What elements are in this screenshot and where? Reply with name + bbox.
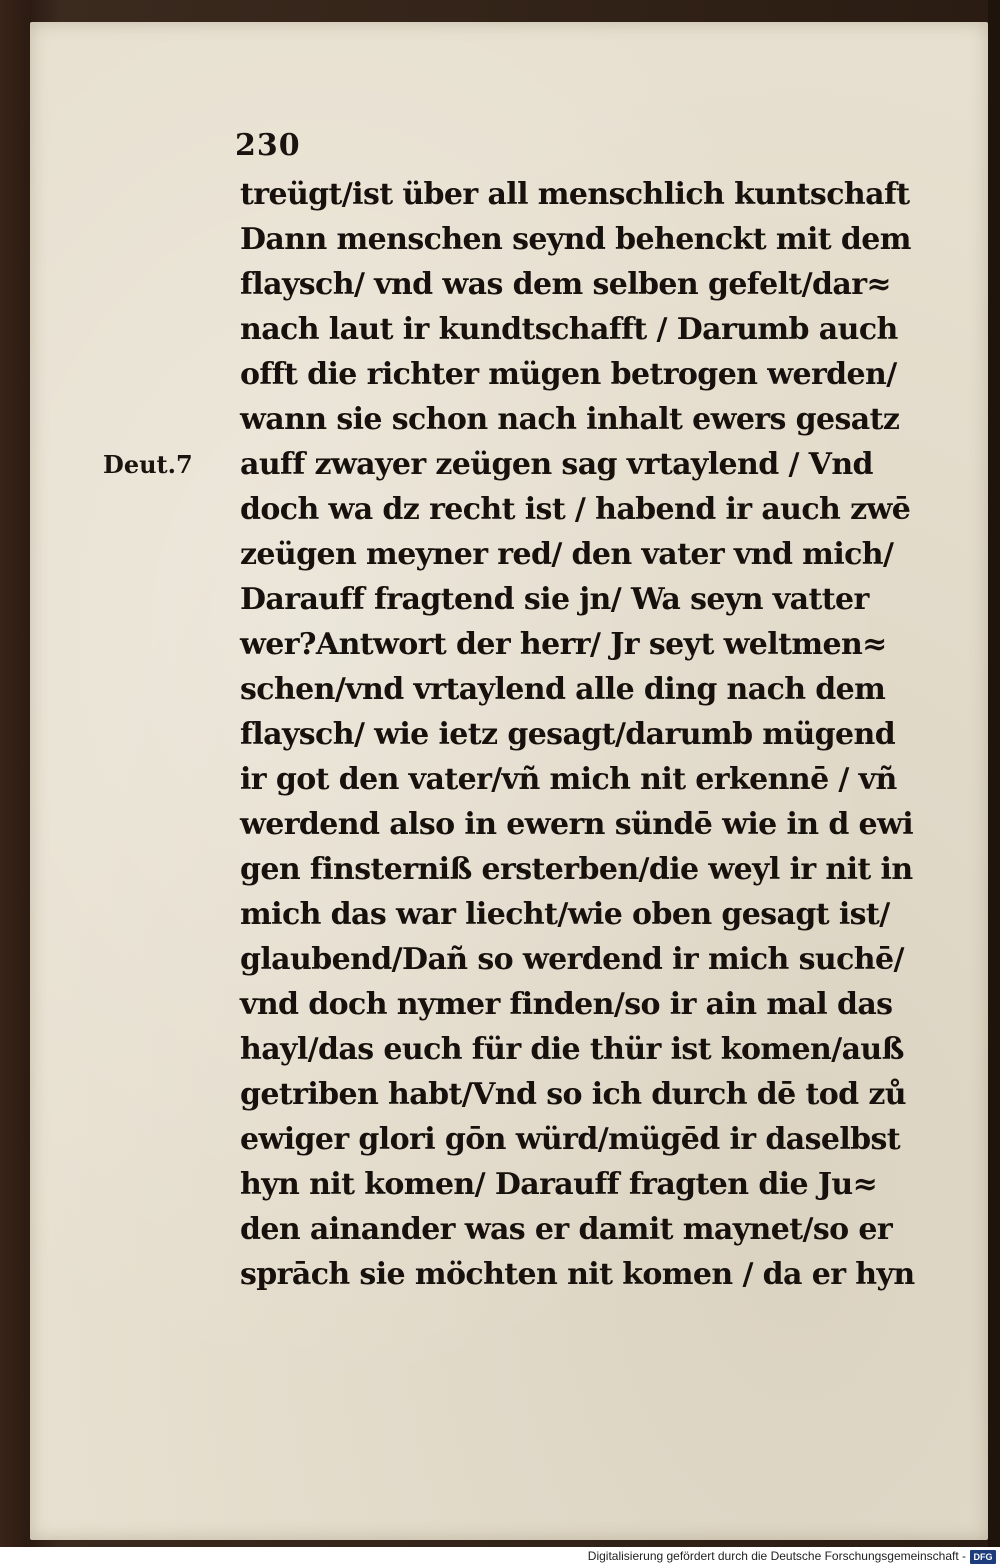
- text-line: werdend also in ewern sündē wie in d ewi: [240, 807, 914, 842]
- text-line: nach laut ir kundtschafft / Darumb auch: [240, 312, 898, 347]
- text-line: schen/vnd vrtaylend alle ding nach dem: [240, 672, 886, 707]
- text-line: gen finsterniß ersterben/die weyl ir nit in: [240, 852, 913, 887]
- text-line: wer?Antwort der herr/ Jr seyt weltmen≈: [240, 627, 887, 662]
- book-edge: [988, 0, 1000, 1567]
- text-line: treügt/ist über all menschlich kuntschaft: [240, 177, 910, 212]
- text-line: auff zwayer zeügen sag vrtaylend / Vnd: [240, 447, 873, 482]
- marginal-note: Deut.7: [103, 450, 193, 479]
- text-line: flaysch/ wie ietz gesagt/darumb mügend: [240, 717, 896, 752]
- digitization-credit: Digitalisierung gefördert durch die Deutsche Forschungsgemeinschaft -: [587, 1549, 966, 1563]
- text-line: offt die richter mügen betrogen werden/: [240, 357, 897, 392]
- dfg-logo: DFG: [970, 1550, 996, 1564]
- text-line: doch wa dz recht ist / habend ir auch zwē: [240, 492, 911, 527]
- text-line: wann sie schon nach inhalt ewers gesatz: [240, 402, 900, 437]
- text-line: hayl/das euch für die thür ist komen/auß: [240, 1032, 904, 1067]
- text-line: hyn nit komen/ Darauff fragten die Ju≈: [240, 1167, 878, 1202]
- text-line: flaysch/ vnd was dem selben gefelt/dar≈: [240, 267, 891, 302]
- text-line: sprāch sie möchten nit komen / da er hyn: [240, 1257, 915, 1292]
- text-line: getriben habt/Vnd so ich durch dē tod zů: [240, 1077, 907, 1112]
- text-line: den ainander was er damit maynet/so er: [240, 1212, 893, 1247]
- text-line: zeügen meyner red/ den vater vnd mich/: [240, 537, 894, 572]
- page-number: 230: [235, 128, 301, 163]
- text-line: vnd doch nymer finden/so ir ain mal das: [240, 987, 893, 1022]
- text-block: [240, 172, 965, 1297]
- footer-bar: [0, 1547, 1000, 1567]
- text-line: Dann menschen seynd behenckt mit dem: [240, 222, 911, 257]
- text-line: ir got den vater/vñ mich nit erkennē / vñ: [240, 762, 897, 797]
- text-line: Darauff fragtend sie jn/ Wa seyn vatter: [240, 582, 869, 617]
- text-line: ewiger glori gōn würd/mügēd ir daselbst: [240, 1122, 901, 1157]
- text-line: mich das war liecht/wie oben gesagt ist/: [240, 897, 890, 932]
- text-line: glaubend/Dañ so werdend ir mich suchē/: [240, 942, 904, 977]
